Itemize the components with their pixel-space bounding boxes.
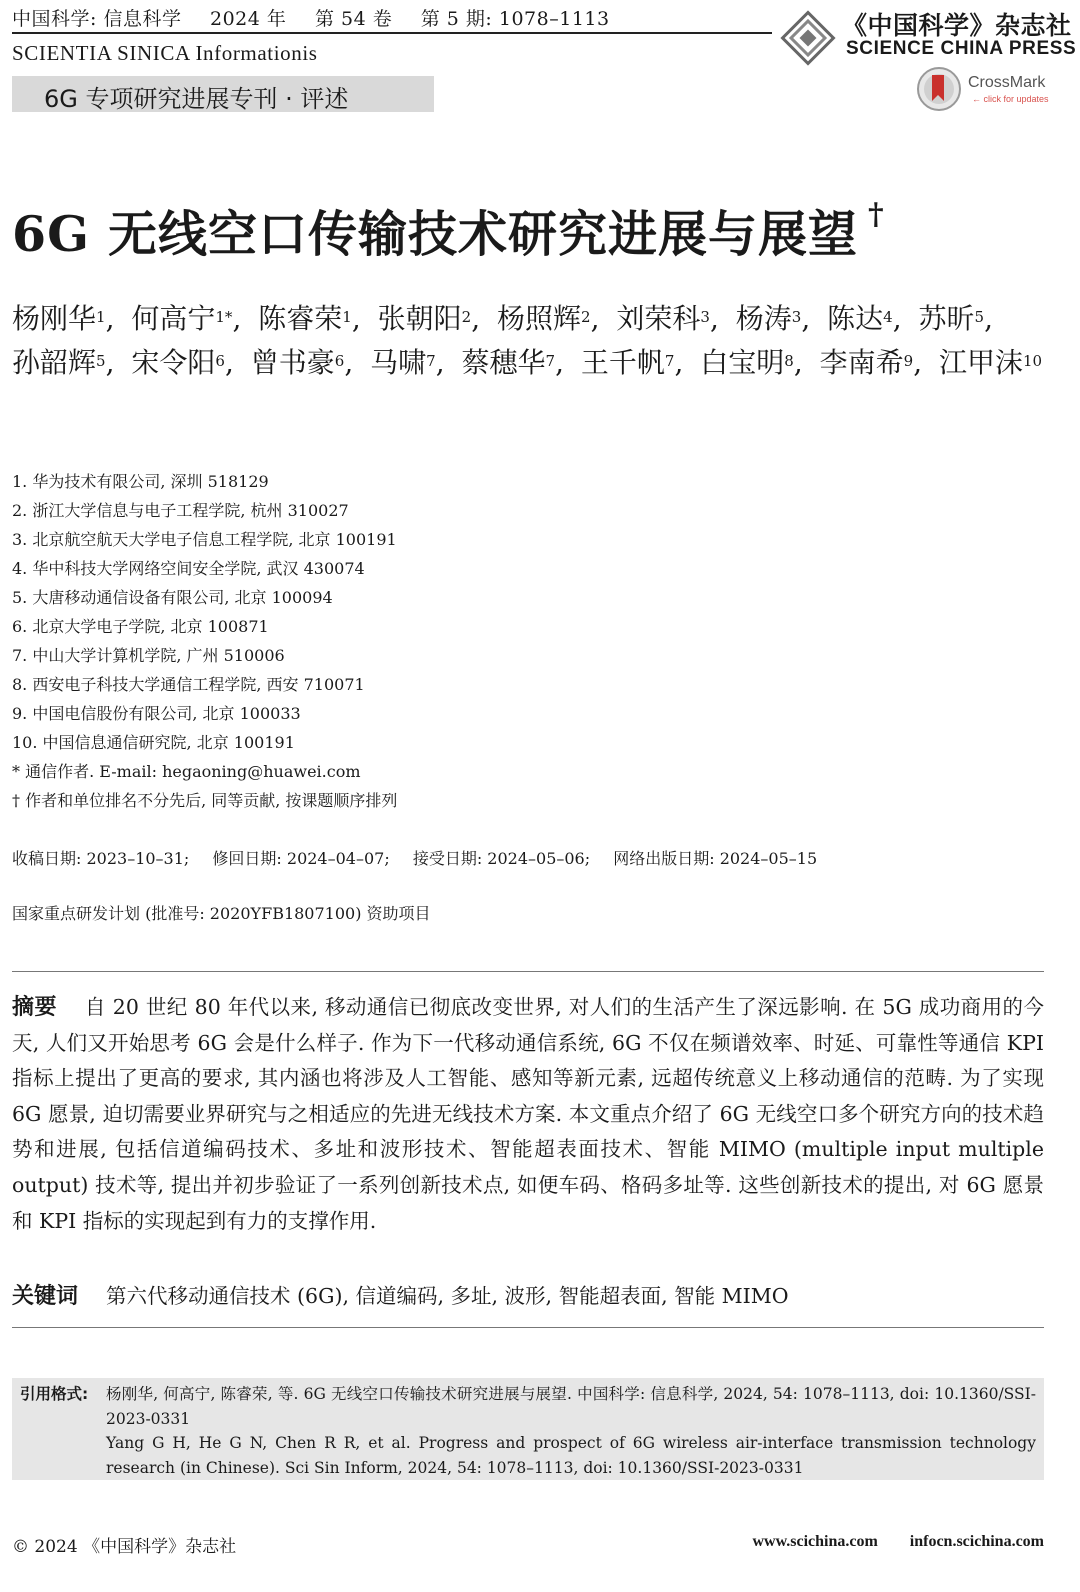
author-affiliation-mark: 10 [1023,352,1043,370]
article-dates [12,846,835,869]
affiliation-item: 1. 华为技术有限公司, 深圳 518129 [12,472,269,491]
author-affiliation-mark: 8 [784,352,794,370]
affiliation-item: 9. 中国电信股份有限公司, 北京 100033 [12,704,301,723]
footer-link-infocn[interactable]: infocn.scichina.com [909,1533,1044,1550]
journal-volume: 第 54 卷 [314,8,393,30]
author [700,341,802,385]
citation-label: 引用格式: [20,1385,89,1403]
author-affiliation-mark: 7 [545,352,556,370]
affiliation-item: 6. 北京大学电子学院, 北京 100871 [12,617,269,636]
author-separator: , [793,346,803,379]
author-separator: , [709,302,719,335]
affiliation-item: 3. 北京航空航天大学电子信息工程学院, 北京 100191 [12,530,397,549]
footer-links [724,1533,1044,1551]
author-separator: , [344,346,354,379]
author-affiliation-mark: 2 [581,308,591,326]
press-name-en: SCIENCE CHINA PRESS [846,38,1077,59]
abstract-bottom-rule [12,1327,1044,1328]
copyright: © 2024 《中国科学》杂志社 [12,1537,237,1557]
date-online: 网络出版日期: 2024–05–15 [613,849,818,868]
author [939,341,1042,385]
author-separator: , [232,302,242,335]
header-rule [12,32,772,34]
author-name: 马啸 [370,346,427,379]
author-separator: , [351,302,361,335]
title-footnote-mark: † [868,196,885,232]
date-accepted: 接受日期: 2024–05–06; [412,849,591,868]
journal-name: 中国科学: 信息科学 [12,8,182,30]
author-separator: , [801,302,811,335]
author [919,297,993,341]
title-text: 6G 无线空口传输技术研究进展与展望 [12,205,858,263]
author [616,297,718,341]
affiliation-item: 5. 大唐移动通信设备有限公司, 北京 100094 [12,588,333,607]
author-affiliation-mark: 3 [791,308,802,326]
author-affiliation-mark: 9 [903,352,914,370]
funding-note: 国家重点研发计划 (批准号: 2020YFB1807100) 资助项目 [12,904,431,923]
journal-year: 2024 年 [210,8,287,30]
special-issue-band [12,76,434,112]
science-china-press-logo-icon [780,10,836,66]
author-separator: , [913,346,923,379]
author-name: 苏昕 [918,302,975,335]
author-affiliation-mark: 6 [334,352,345,370]
author-affiliation-mark: 6 [215,352,225,370]
affiliation-item: * 通信作者. E-mail: hegaoning@huawei.com [12,762,361,781]
author-affiliation-mark: 4 [883,308,893,326]
affiliation-item: 10. 中国信息通信研究院, 北京 100191 [12,733,295,752]
author-separator: , [105,346,115,379]
author [820,341,922,385]
author-name: 张朝阳 [377,302,462,335]
citation-cn: 杨刚华, 何高宁, 陈睿荣, 等. 6G 无线空口传输技术研究进展与展望. 中国科学: 信息科学, 2024, 54: 1078–1113, doi: 10.1360/SSI-2023-0331 [106,1385,1036,1428]
author-name: 杨照辉 [497,302,582,335]
press-name-cn: 《中国科学》杂志社 [842,11,1072,40]
author [258,297,360,341]
author-name: 曾书豪 [250,346,335,379]
author-separator: , [555,346,564,379]
special-issue-label: 6G 专项研究进展专刊 · 评述 [44,85,349,113]
date-received: 收稿日期: 2023–10–31; [12,849,190,868]
author-separator: , [435,346,445,379]
abstract [12,990,1044,1239]
author-name: 陈睿荣 [258,302,343,335]
author [462,341,564,385]
author-separator: , [105,302,115,335]
author-separator: , [224,346,234,379]
author [131,341,233,385]
author-affiliation-mark: 7 [664,352,675,370]
author-name: 宋令阳 [131,346,216,379]
author-affiliation-mark: 1 [96,308,106,326]
affiliation-item: 7. 中山大学计算机学院, 广州 510006 [12,646,285,665]
author-affiliation-mark: 2 [461,308,472,326]
author-name: 李南希 [819,346,904,379]
keywords-label: 关键词 [12,1284,79,1309]
author-affiliation-mark: 1 [342,308,352,326]
author [736,297,810,341]
author [12,297,114,341]
author-name: 杨涛 [735,302,792,335]
affiliation-item: 4. 华中科技大学网络空间安全学院, 武汉 430074 [12,559,365,578]
affiliation-item: † 作者和单位排名不分先后, 同等贡献, 按课题顺序排列 [12,791,398,810]
author-name: 白宝明 [700,346,785,379]
date-revised: 修回日期: 2024–04–07; [212,849,390,868]
author [131,297,241,341]
author [378,297,480,341]
author-affiliation-mark: 7 [426,352,436,370]
author-name: 何高宁 [131,302,216,335]
paper-title [12,196,885,266]
author-affiliation-mark: 1* [215,308,233,326]
footer-link-scichina[interactable]: www.scichina.com [752,1533,878,1550]
author [581,341,683,385]
abstract-text: 自 20 世纪 80 年代以来, 移动通信已彻底改变世界, 对人们的生活产生了深远影响. 在 5G 成功商用的今天, 人们又开始思考 6G 会是什么样子. 作为下一代移动通信系统, 6G 不仅在频谱效率、时延、可靠性等通信 KPI 指标上提出了更高的要求, 其内涵也将涉及人工智能、感知等新元素, 远超传统意义上移动通信的范畴. 为了实现 6G 愿景, 迫切需要业界研究与之相适应的先进无线技术方案. 本文重点介绍了 6G 无线空口多个研究方向的技术趋势和进展, 包括信道编码技术、多址和波形技术、智能超表面技术、智能 MIMO (multiple input multiple output) 技术等, 提出并初步验证了一系列创新技术点, 如便车码、格码多址等. 这些创新技术的提出, 对 6G 愿景和 KPI 指标的实现起到有力的支撑作用. [12,995,1044,1233]
author-separator: , [471,302,481,335]
author-separator: , [984,302,993,335]
keywords-text: 第六代移动通信技术 (6G), 信道编码, 多址, 波形, 智能超表面, 智能 MIMO [106,1284,789,1308]
journal-latin-name: SCIENTIA SINICA Informationis [12,41,318,65]
author-name: 王千帆 [580,346,665,379]
affiliation-item: 2. 浙江大学信息与电子工程学院, 杭州 310027 [12,501,349,520]
author [251,341,353,385]
citation-en: Yang G H, He G N, Chen R R, et al. Progress and prospect of 6G wireless air-interface transmission technology research (in Chinese). Sci Sin Inform, 2024, 54: 1078–1113, doi: 10.1360/SSI-2023-0331 [106,1434,1036,1477]
author-affiliation-mark: 5 [96,352,106,370]
author [370,341,444,385]
author-separator: , [590,302,600,335]
keywords [12,1279,789,1310]
journal-issue: 第 5 期: 1078–1113 [420,8,610,30]
affiliation-item: 8. 西安电子科技大学通信工程学院, 西安 710071 [12,675,365,694]
author-name: 陈达 [827,302,884,335]
abstract-label: 摘要 [12,995,57,1020]
author-name: 江甲沫 [939,346,1024,379]
author-name: 杨刚华 [12,302,97,335]
author-name: 刘荣科 [616,302,701,335]
author-affiliation-mark: 3 [700,308,710,326]
author [497,297,599,341]
author-separator: , [892,302,902,335]
author [827,297,901,341]
affiliation-list [12,467,397,815]
author-separator: , [674,346,684,379]
abstract-top-rule [12,971,1044,972]
crossmark-sublabel[interactable]: ← click for updates [972,94,1049,104]
author [12,341,114,385]
citation-box [12,1378,1044,1480]
crossmark-icon[interactable] [916,66,962,112]
author-affiliation-mark: 5 [974,308,985,326]
author-name: 蔡穗华 [461,346,546,379]
journal-header [12,4,632,31]
author-list [12,297,1052,385]
author-name: 孙韶辉 [12,346,97,379]
crossmark-label[interactable]: CrossMark [968,74,1046,91]
